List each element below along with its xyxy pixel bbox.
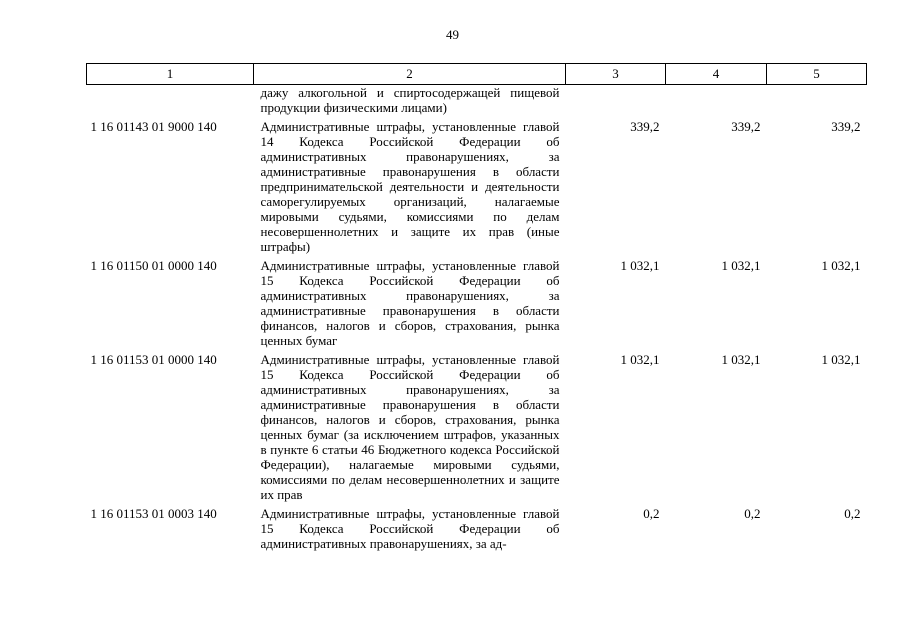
row-description: Административные штрафы, установленные главой 15 Кодекса Российской Федерации об административных правонарушениях, за административные правонарушения в области финансов, налогов и сборов, страхования, рынка ценных бумаг: [260, 258, 560, 348]
value-column-3: 1 032,1: [620, 352, 660, 367]
table-row: [87, 506, 867, 555]
row-description: Административные штрафы, установленные главой 15 Кодекса Российской Федерации об административных правонарушениях, за административные правонарушения в области финансов, налогов и сборов, страхования, рынка ценных бумаг (за исключением штрафов, указанных в пункте 6 статьи 46 Бюджетного кодекса Российской Федерации), налагаемые мировыми судьями, комиссиями по делам несовершеннолетних и защите их прав: [260, 352, 560, 502]
column-header-3: 3: [566, 64, 666, 85]
table-row: [87, 258, 867, 352]
value-column-4: 0,2: [744, 506, 761, 521]
value-column-3: 0,2: [643, 506, 660, 521]
continuation-description: дажу алкогольной и спиртосодержащей пищевой продукции физическими лицами): [260, 85, 560, 115]
header-row: [87, 64, 867, 85]
value-column-4: 339,2: [731, 119, 761, 134]
column-header-1: 1: [87, 64, 254, 85]
budget-code: 1 16 01143 01 9000 140: [90, 119, 217, 134]
continuation-code-cell: [87, 85, 254, 120]
value-column-5: 1 032,1: [821, 352, 861, 367]
table-header: [87, 64, 867, 85]
continuation-empty-5: [767, 85, 867, 120]
value-column-5: 1 032,1: [821, 258, 861, 273]
column-header-2: 2: [254, 64, 566, 85]
budget-code: 1 16 01150 01 0000 140: [90, 258, 217, 273]
table-body: [87, 85, 867, 556]
value-column-5: 339,2: [831, 119, 861, 134]
continuation-empty-4: [666, 85, 767, 120]
row-description: Административные штрафы, установленные главой 14 Кодекса Российской Федерации об административных правонарушениях, за административные правонарушения в области предпринимательской деятельности и деятельности саморегулируемых организаций, налагаемые мировыми судьями, комиссиями по делам несовершеннолетних и защите их прав (иные штрафы): [260, 119, 560, 254]
value-column-4: 1 032,1: [721, 352, 761, 367]
budget-table: [86, 63, 867, 555]
continuation-empty-3: [566, 85, 666, 120]
table-row-continuation: [87, 85, 867, 120]
column-header-5: 5: [767, 64, 867, 85]
column-header-4: 4: [666, 64, 767, 85]
value-column-4: 1 032,1: [721, 258, 761, 273]
table-row: [87, 352, 867, 506]
row-description: Административные штрафы, установленные главой 15 Кодекса Российской Федерации об административных правонарушениях, за ад-: [260, 506, 560, 551]
value-column-3: 339,2: [630, 119, 660, 134]
budget-code: 1 16 01153 01 0000 140: [90, 352, 217, 367]
page-number: 49: [446, 27, 459, 42]
value-column-5: 0,2: [844, 506, 861, 521]
value-column-3: 1 032,1: [620, 258, 660, 273]
table-row: [87, 119, 867, 258]
budget-code: 1 16 01153 01 0003 140: [90, 506, 217, 521]
